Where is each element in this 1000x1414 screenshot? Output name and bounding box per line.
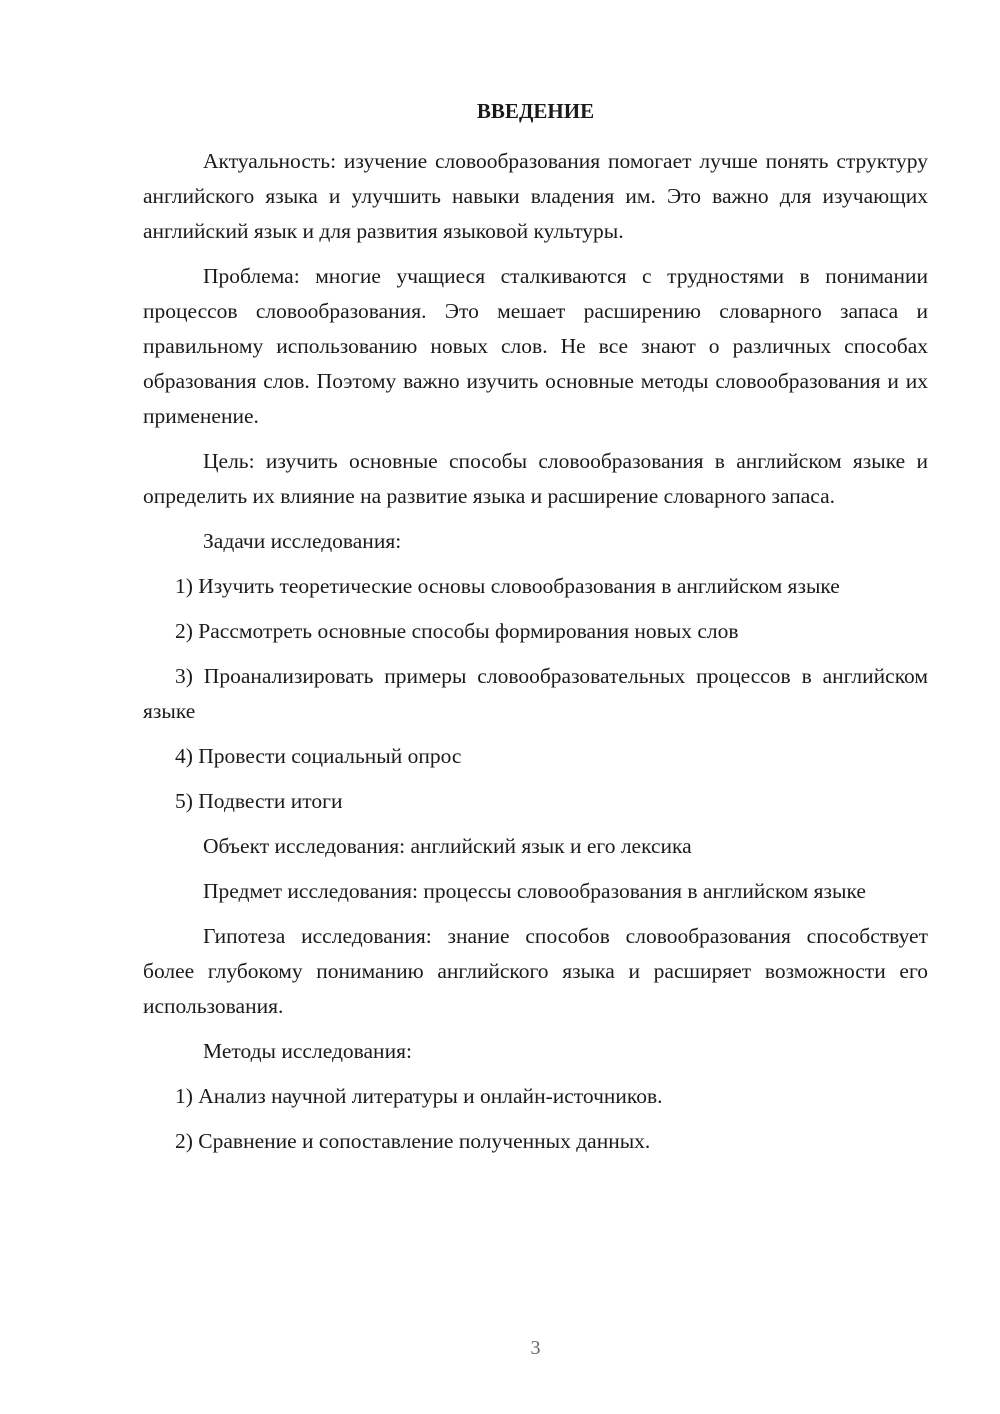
- section-title: ВВЕДЕНИЕ: [476, 99, 595, 123]
- paragraph-hypothesis: Гипотеза исследования: знание способов словообразования способствует более глубокому пониманию английского языка и расширяет возможности его использования.: [143, 924, 928, 1018]
- list-item: 5) Подвести итоги: [175, 789, 343, 813]
- paragraph-problem: Проблема: многие учащиеся сталкиваются с трудностями в понимании процессов словообразования. Это мешает расширению словарного запаса и правильному использованию новых слов. Не все знают о различных способах образования слов. Поэтому важно изучить основные методы словообразования и их применение.: [143, 264, 928, 428]
- paragraph-tasks-heading: Задачи исследования:: [203, 529, 402, 553]
- list-item: 3) Проанализировать примеры словообразовательных процессов в английском языке: [143, 664, 928, 723]
- page-number: 3: [530, 1337, 541, 1359]
- paragraph-object: Объект исследования: английский язык и его лексика: [203, 834, 692, 858]
- paragraph-relevance: Актуальность: изучение словообразования помогает лучше понять структуру английского языка и улучшить навыки владения им. Это важно для изучающих английский язык и для развития языковой культуры.: [143, 149, 928, 243]
- document-body: [143, 144, 928, 1169]
- list-item: 4) Провести социальный опрос: [175, 744, 462, 768]
- paragraph-methods-heading: Методы исследования:: [203, 1039, 412, 1063]
- paragraph-subject: Предмет исследования: процессы словообразования в английском языке: [203, 879, 866, 903]
- list-item: 1) Изучить теоретические основы словообразования в английском языке: [175, 574, 840, 598]
- list-item: 2) Сравнение и сопоставление полученных данных.: [175, 1129, 651, 1153]
- list-item: 2) Рассмотреть основные способы формирования новых слов: [175, 619, 739, 643]
- paragraph-goal: Цель: изучить основные способы словообразования в английском языке и определить их влияние на развитие языка и расширение словарного запаса.: [143, 449, 928, 508]
- document-page: [143, 0, 928, 1414]
- list-item: 1) Анализ научной литературы и онлайн-источников.: [175, 1084, 663, 1108]
